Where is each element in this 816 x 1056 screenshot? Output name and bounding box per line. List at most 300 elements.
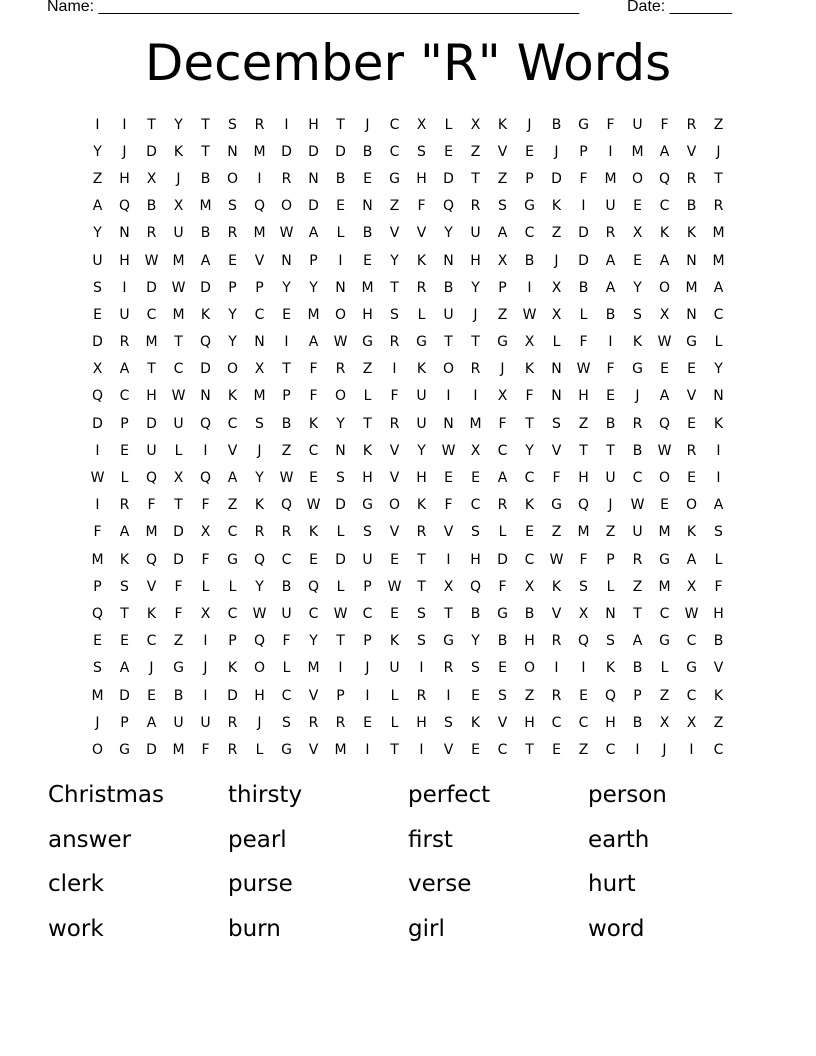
grid-letter: J [500,361,505,378]
grid-letter: H [605,714,616,731]
grid-letter: L [201,578,210,595]
grid-letter: I [338,252,343,269]
grid-letter: N [686,252,697,269]
grid-letter: Y [309,279,318,296]
grid-letter: C [389,116,400,133]
grid-letter: O [334,388,347,405]
grid-letter: Z [578,741,589,758]
grid-letter: J [365,116,370,133]
grid-letter: D [308,143,319,160]
grid-letter: E [687,361,696,378]
grid-letter: W [441,442,456,459]
grid-letter: S [417,605,426,622]
grid-letter: Y [255,578,264,595]
grid-letter: V [389,225,400,242]
grid-letter: Q [577,633,590,650]
grid-letter: S [471,660,480,677]
grid-letter: F [606,361,615,378]
grid-letter: S [444,714,453,731]
grid-letter: U [146,442,157,459]
grid-letter: N [362,198,373,215]
grid-letter: V [146,578,157,595]
grid-letter: K [524,361,535,378]
grid-letter: K [146,605,157,622]
grid-letter: R [389,415,400,432]
grid-letter: I [419,741,424,758]
grid-letter: I [365,741,370,758]
grid-letter: Q [442,198,455,215]
grid-letter: I [608,143,613,160]
grid-letter: L [228,578,237,595]
grid-letter: Z [632,578,643,595]
grid-letter: Q [253,198,266,215]
grid-letter: D [443,170,454,187]
grid-letter: W [306,497,321,514]
grid-letter: H [524,633,535,650]
grid-row [84,165,732,192]
grid-letter: D [119,687,130,704]
grid-letter: S [336,470,345,487]
grid-letter: C [308,442,319,459]
grid-letter: O [226,361,239,378]
grid-letter: G [551,497,562,514]
grid-letter: B [281,415,292,432]
grid-letter: T [471,334,480,351]
grid-letter: W [630,497,645,514]
grid-letter: K [632,334,643,351]
grid-letter: G [497,605,508,622]
grid-letter: U [632,524,643,541]
grid-letter: P [93,578,102,595]
grid-letter: D [578,225,589,242]
grid-letter: A [119,361,130,378]
grid-letter: F [444,497,453,514]
grid-letter: K [686,225,697,242]
grid-letter: R [227,714,238,731]
grid-letter: B [200,170,211,187]
grid-letter: Y [174,116,183,133]
grid-letter: E [147,687,156,704]
grid-letter: T [714,170,723,187]
grid-letter: T [444,334,453,351]
grid-letter: J [257,442,262,459]
grid-letter: Y [336,415,345,432]
grid-letter: D [335,497,346,514]
grid-letter: C [146,306,157,323]
grid-letter: C [632,470,643,487]
grid-letter: Y [93,143,102,160]
grid-letter: B [578,279,589,296]
grid-letter: X [254,361,265,378]
grid-letter: A [605,252,616,269]
grid-letter: R [470,198,481,215]
grid-letter: M [361,279,374,296]
grid-letter: N [227,143,238,160]
grid-letter: U [605,198,616,215]
grid-letter: W [657,334,672,351]
grid-letter: Y [525,442,534,459]
grid-letter: M [172,252,185,269]
grid-letter: M [145,334,158,351]
grid-letter: L [174,442,183,459]
grid-letter: T [147,361,156,378]
grid-letter: R [632,415,643,432]
grid-letter: M [253,388,266,405]
grid-letter: K [470,714,481,731]
grid-letter: I [338,660,343,677]
grid-letter: J [662,741,667,758]
grid-letter: Q [307,578,320,595]
grid-letter: I [527,279,532,296]
grid-letter: Z [92,170,103,187]
grid-letter: K [605,660,616,677]
grid-letter: C [497,442,508,459]
grid-letter: T [336,633,345,650]
grid-letter: L [282,660,291,677]
grid-letter: E [336,198,345,215]
grid-letter: X [200,605,211,622]
grid-letter: S [363,524,372,541]
grid-letter: M [712,252,725,269]
grid-letter: N [308,170,319,187]
grid-letter: M [685,279,698,296]
grid-letter: K [254,497,265,514]
grid-letter: X [659,714,670,731]
name-field-label: Name: ______________________________________________________ [47,0,580,15]
word-list-item: thirsty [228,782,303,808]
grid-letter: L [444,116,453,133]
grid-letter: U [200,714,211,731]
grid-letter: K [416,361,427,378]
grid-letter: W [171,388,186,405]
grid-letter: S [93,660,102,677]
grid-letter: H [713,605,724,622]
grid-letter: I [608,334,613,351]
date-field-label: Date: _______ [627,0,732,15]
grid-letter: Z [497,170,508,187]
grid-letter: W [171,279,186,296]
grid-letter: N [551,361,562,378]
grid-letter: Z [551,225,562,242]
grid-letter: F [498,578,507,595]
grid-letter: T [201,116,210,133]
grid-letter: S [714,524,723,541]
grid-letter: L [390,687,399,704]
grid-letter: V [443,524,454,541]
grid-letter: X [416,116,427,133]
grid-letter: H [119,252,130,269]
grid-letter: I [257,170,262,187]
grid-letter: S [498,687,507,704]
grid-letter: R [632,551,643,568]
grid-letter: U [470,225,481,242]
grid-letter: T [444,605,453,622]
grid-letter: E [633,252,642,269]
grid-letter: C [227,415,238,432]
grid-row [84,655,732,682]
grid-letter: S [120,578,129,595]
grid-letter: M [91,687,104,704]
grid-letter: D [173,551,184,568]
grid-letter: S [471,524,480,541]
grid-letter: N [686,306,697,323]
grid-letter: L [255,741,264,758]
grid-letter: K [416,252,427,269]
grid-letter: X [632,225,643,242]
grid-letter: J [203,660,208,677]
grid-letter: W [684,605,699,622]
grid-letter: Y [714,361,723,378]
word-list-item: purse [228,871,293,897]
grid-letter: T [282,361,291,378]
grid-letter: C [254,306,265,323]
grid-letter: Y [471,633,480,650]
grid-row [84,519,732,546]
grid-letter: V [551,442,562,459]
grid-letter: X [524,578,535,595]
grid-letter: M [307,306,320,323]
grid-letter: V [416,225,427,242]
grid-letter: J [122,143,127,160]
grid-letter: D [335,143,346,160]
grid-letter: Y [471,279,480,296]
grid-letter: B [686,198,697,215]
grid-letter: C [308,605,319,622]
grid-row [84,437,732,464]
grid-letter: N [200,388,211,405]
grid-letter: C [686,633,697,650]
grid-letter: V [308,741,319,758]
grid-letter: B [200,225,211,242]
grid-letter: L [714,334,723,351]
grid-letter: L [336,225,345,242]
grid-letter: C [578,714,589,731]
grid-letter: V [389,524,400,541]
page-title: December "R" Words [144,34,672,92]
grid-letter: S [228,198,237,215]
grid-letter: Z [281,442,292,459]
grid-letter: X [173,198,184,215]
grid-letter: W [522,306,537,323]
grid-row [84,220,732,247]
grid-letter: N [335,442,346,459]
grid-letter: D [200,361,211,378]
grid-letter: T [336,116,345,133]
grid-letter: C [551,714,562,731]
grid-letter: Z [362,361,373,378]
grid-letter: H [362,470,373,487]
grid-letter: W [387,578,402,595]
grid-letter: C [362,605,373,622]
grid-letter: E [390,605,399,622]
grid-letter: P [363,578,372,595]
grid-letter: X [524,334,535,351]
grid-letter: Q [577,497,590,514]
grid-letter: E [93,633,102,650]
grid-letter: J [716,143,721,160]
grid-letter: T [579,442,588,459]
grid-letter: U [173,714,184,731]
grid-row [84,464,732,491]
grid-letter: D [92,415,103,432]
grid-letter: K [119,551,130,568]
grid-letter: H [254,687,265,704]
grid-letter: X [659,306,670,323]
grid-letter: Y [93,225,102,242]
word-list-item: hurt [588,871,636,897]
grid-letter: K [497,116,508,133]
grid-letter: T [417,551,426,568]
grid-letter: F [201,497,210,514]
grid-letter: H [416,170,427,187]
grid-letter: J [554,252,559,269]
grid-letter: R [227,741,238,758]
grid-letter: B [632,442,643,459]
grid-letter: A [146,714,157,731]
grid-letter: T [606,442,615,459]
grid-letter: K [659,225,670,242]
grid-letter: B [443,279,454,296]
grid-letter: B [551,116,562,133]
grid-letter: R [713,198,724,215]
grid-letter: F [552,470,561,487]
grid-letter: R [227,225,238,242]
grid-letter: S [579,578,588,595]
grid-letter: O [388,497,401,514]
grid-letter: P [525,170,534,187]
grid-row [84,301,732,328]
grid-letter: J [554,143,559,160]
grid-letter: R [416,687,427,704]
grid-letter: H [416,470,427,487]
grid-letter: X [497,388,508,405]
grid-letter: P [282,388,291,405]
grid-letter: P [363,633,372,650]
grid-letter: C [524,470,535,487]
grid-letter: V [713,660,724,677]
grid-letter: L [120,470,129,487]
grid-letter: M [172,741,185,758]
grid-letter: S [633,306,642,323]
grid-letter: I [554,660,559,677]
grid-letter: N [551,388,562,405]
grid-letter: B [632,714,643,731]
grid-letter: T [363,415,372,432]
grid-letter: Z [659,687,670,704]
grid-letter: Q [253,633,266,650]
grid-letter: Z [227,497,238,514]
grid-letter: P [579,143,588,160]
grid-letter: R [335,714,346,731]
grid-letter: E [120,633,129,650]
grid-letter: H [470,551,481,568]
grid-letter: F [579,551,588,568]
grid-letter: I [95,442,100,459]
grid-letter: A [605,279,616,296]
grid-letter: E [309,470,318,487]
grid-letter: W [333,334,348,351]
grid-letter: S [93,279,102,296]
grid-letter: R [443,660,454,677]
grid-letter: D [92,334,103,351]
grid-letter: D [281,143,292,160]
grid-letter: Z [173,633,184,650]
grid-letter: S [606,633,615,650]
grid-letter: Q [199,415,212,432]
grid-letter: K [551,578,562,595]
grid-letter: J [635,388,640,405]
grid-letter: F [309,388,318,405]
grid-letter: I [716,442,721,459]
grid-letter: A [119,524,130,541]
grid-letter: S [552,415,561,432]
grid-letter: E [444,143,453,160]
grid-letter: H [470,252,481,269]
grid-letter: Q [280,497,293,514]
grid-letter: E [579,687,588,704]
grid-letter: F [525,388,534,405]
grid-letter: Q [91,605,104,622]
grid-letter: E [282,306,291,323]
grid-letter: R [605,225,616,242]
grid-letter: F [606,116,615,133]
grid-letter: K [362,442,373,459]
grid-letter: Y [255,470,264,487]
grid-letter: W [657,442,672,459]
grid-letter: I [581,660,586,677]
grid-letter: W [252,605,267,622]
grid-row [84,573,732,600]
grid-letter: E [606,388,615,405]
grid-letter: A [227,470,238,487]
grid-letter: M [658,524,671,541]
grid-letter: I [284,334,289,351]
grid-letter: E [444,470,453,487]
grid-row [84,138,732,165]
grid-row [84,492,732,519]
grid-letter: X [578,605,589,622]
grid-letter: B [335,170,346,187]
grid-letter: K [227,388,238,405]
grid-letter: C [146,633,157,650]
grid-letter: E [363,170,372,187]
grid-letter: V [227,442,238,459]
grid-letter: P [120,415,129,432]
grid-letter: O [226,170,239,187]
grid-letter: G [173,660,184,677]
grid-letter: F [174,578,183,595]
grid-letter: P [606,551,615,568]
word-list-item: perfect [408,782,491,808]
grid-letter: U [173,415,184,432]
grid-letter: L [417,306,426,323]
grid-letter: R [497,497,508,514]
grid-letter: C [281,687,292,704]
grid-letter: M [469,415,482,432]
grid-letter: A [713,279,724,296]
grid-letter: M [253,225,266,242]
grid-letter: H [146,388,157,405]
grid-letter: I [689,741,694,758]
grid-letter: T [174,497,183,514]
grid-letter: J [95,714,100,731]
grid-letter: D [308,198,319,215]
grid-letter: H [578,470,589,487]
grid-letter: P [336,687,345,704]
word-list-item: person [588,782,667,808]
grid-letter: T [147,116,156,133]
grid-letter: J [257,714,262,731]
